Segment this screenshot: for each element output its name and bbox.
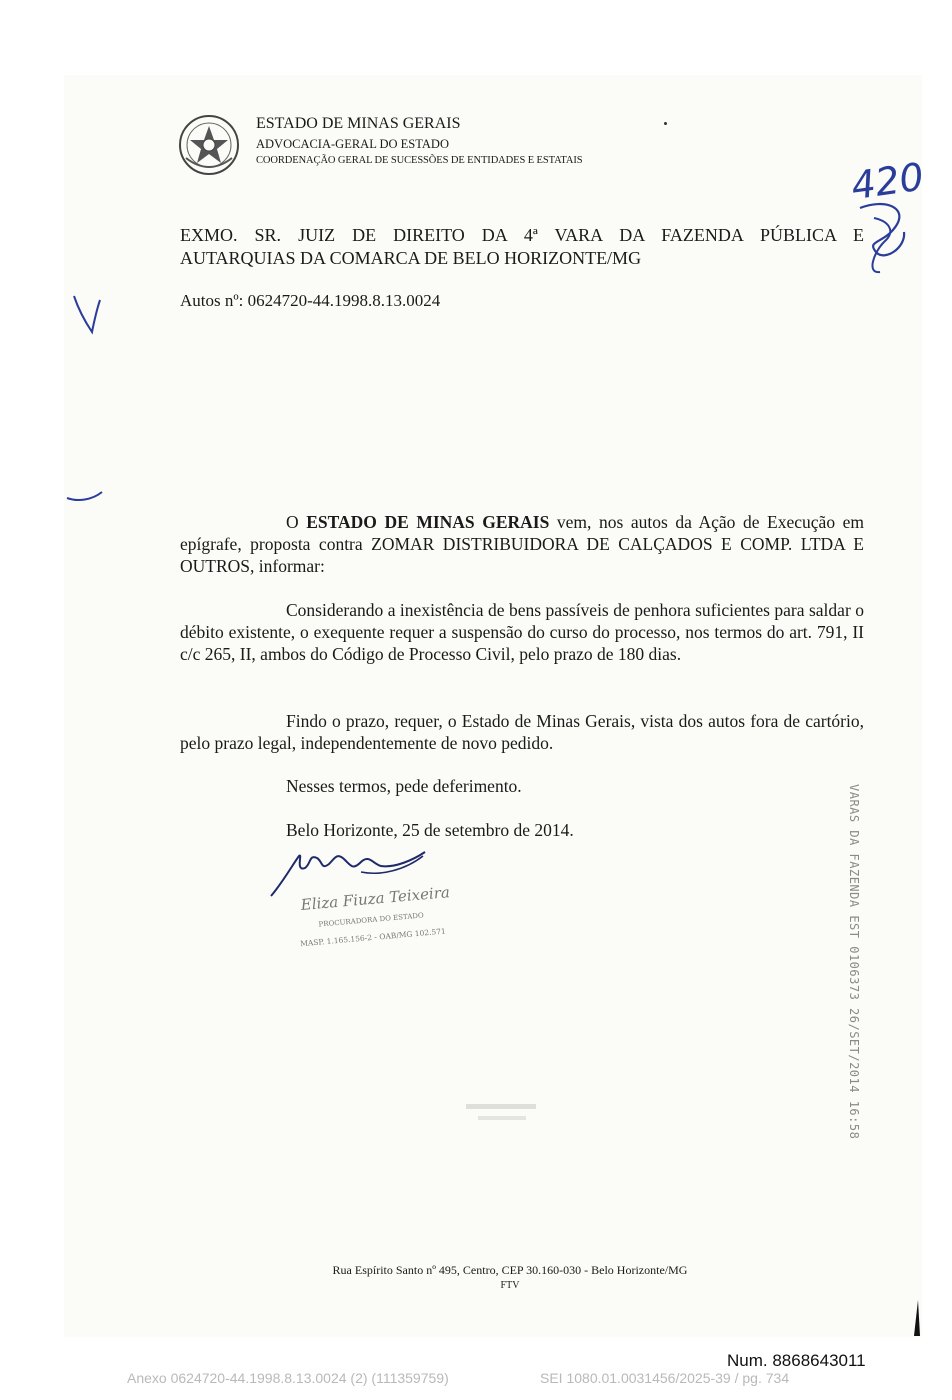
header-state-name: ESTADO DE MINAS GERAIS [256,115,461,132]
coat-of-arms-seal-icon [178,114,240,176]
case-number: Autos nº: 0624720-44.1998.8.13.0024 [180,291,441,310]
svg-text:VARAS DA FAZENDA EST 0106373 2: VARAS DA FAZENDA EST 0106373 26/SET/2014 16:58 [847,784,861,1140]
faint-stamp-residue [460,1100,560,1130]
receipt-stamp [838,780,870,1140]
paragraph-request: Considerando a inexistência de bens passíveis de penhora suficientes para saldar o débito existente, o exequente requer a suspensão do curso do processo, nos termos do art. 791, II c/c 265, II, ambos do Código de Processo Civil, pelo prazo de 180 dias. [180,600,864,664]
svg-text:Eliza Fiuza Teixeira: Eliza Fiuza Teixeira [300,883,451,915]
header-agency: ADVOCACIA-GERAL DO ESTADO [256,137,449,151]
speck [664,122,667,125]
svg-text:PROCURADORA DO ESTADO: PROCURADORA DO ESTADO [318,911,424,929]
paragraph-deadline: Findo o prazo, requer, o Estado de Minas Gerais, vista dos autos fora de cartório, pelo prazo legal, independentemente de novo pedido. [180,711,864,753]
svg-text:MASP. 1.165.156-2 - OAB/MG 102: MASP. 1.165.156-2 - OAB/MG 102.571 [299,926,447,949]
date-line: Belo Horizonte, 25 de setembro de 2014. [286,820,574,840]
annex-reference: Anexo 0624720-44.1998.8.13.0024 (2) (111359759) [127,1370,449,1386]
margin-dash-mark [64,486,106,504]
margin-check-mark [70,292,104,336]
scan-edge-mark [911,1298,921,1338]
paragraph-intro: O ESTADO DE MINAS GERAIS vem, nos autos da Ação de Execução em epígrafe, proposta contra ZOMAR DISTRIBUIDORA DE CALÇADOS E COMP. LTDA E OUTROS, informar: [180,512,865,576]
name-stamp [296,880,451,950]
addressee-line-2: AUTARQUIAS DA COMARCA DE BELO HORIZONTE/MG [180,248,642,268]
closing-line: Nesses termos, pede deferimento. [286,776,522,796]
header-department: COORDENAÇÃO GERAL DE SUCESSÕES DE ENTIDADES E ESTATAIS [256,155,583,166]
party-name-bold: ESTADO DE MINAS GERAIS [306,512,550,532]
sei-reference: SEI 1080.01.0031456/2025-39 / pg. 734 [540,1370,790,1386]
footer-address: Rua Espírito Santo nº 495, Centro, CEP 30.160-030 - Belo Horizonte/MG [332,1263,688,1277]
footer-code: FTV [500,1280,520,1291]
document-number: Num. 8868643011 [727,1351,866,1370]
addressee-line-1: EXMO. SR. JUIZ DE DIREITO DA 4ª VARA DA FAZENDA PÚBLICA E [180,225,864,245]
svg-text:420: 420 [848,154,927,209]
